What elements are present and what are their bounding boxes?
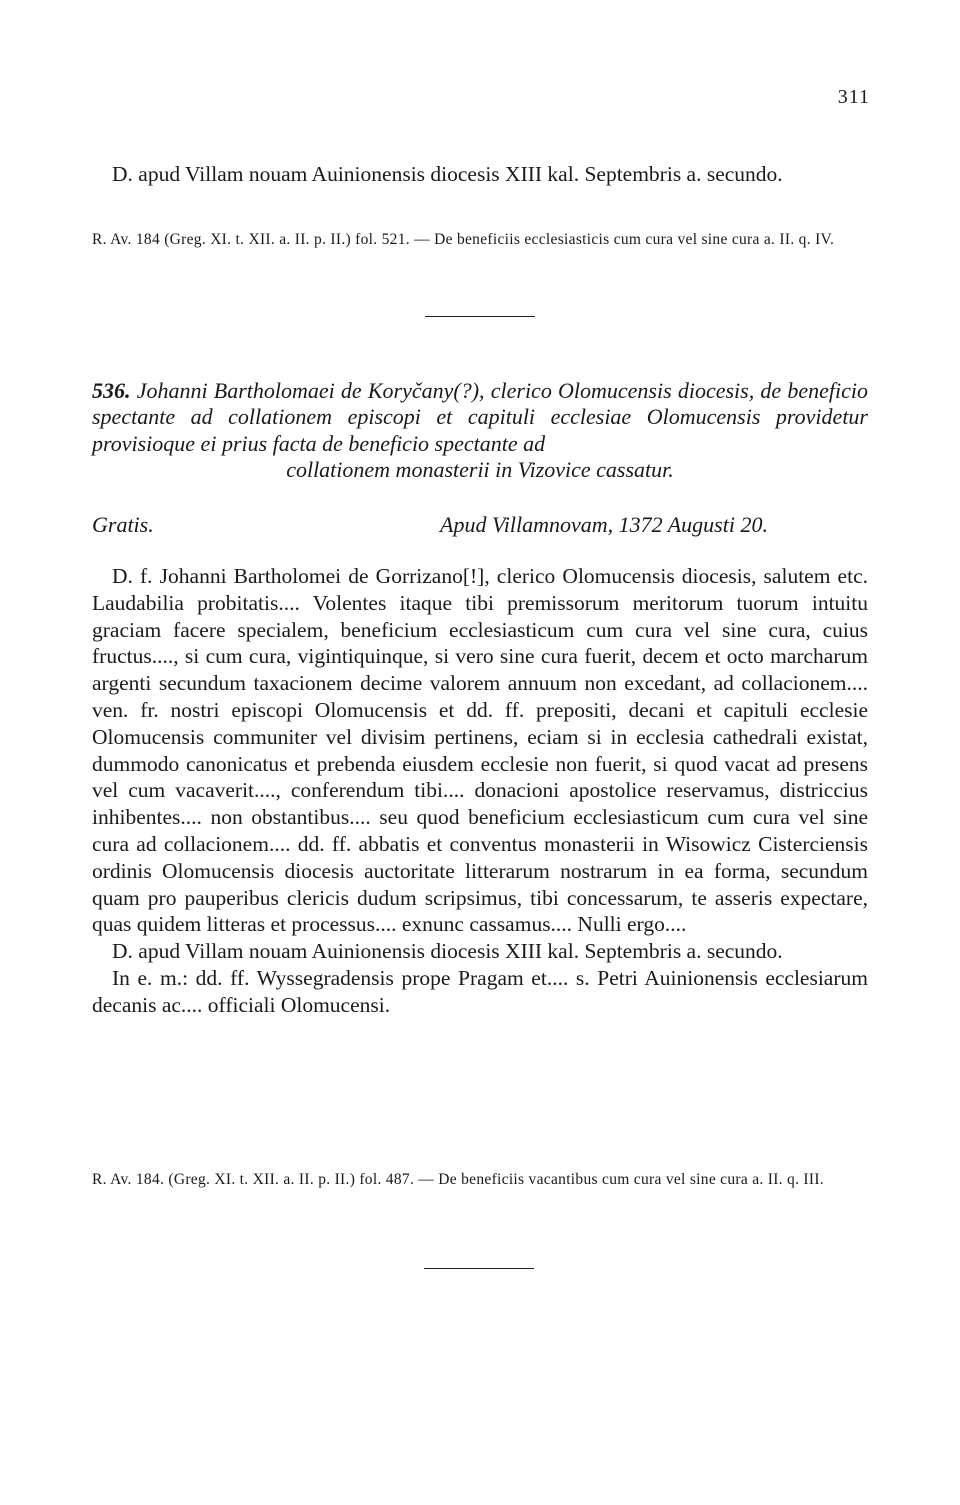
entry-body-text: D. f. Johanni Bartholomei de Gorrizano[!], clerico Olomucensis diocesis, salutem etc. Laudabilia probitatis.... Volentes itaque tibi premissorum meritorum tuorum intuitu graciam facere specialem, beneficium ecclesiasticum cum cura vel sine cura, cuius fructus...., si cum cura, vigintiquinque, si vero sine cura fuerit, decem et octo marcharum argenti secundum taxacionem decime valorem annuum non excedant, ad collacionem.... ven. fr. nostri episcopi Olomucensis et dd. ff. prepositi, decani et capituli ecclesie Olomucensis communiter vel divisim pertinens, eciam si in ecclesia cathedrali existat, dummodo canonicatus et prebenda eiusdem ecclesie non fuerit, si quod vacat ad presens vel cum vacaverit...., conferendum tibi.... donacioni apostolice reservamus, districcius inhibentes.... non obstantibus.... seu quod beneficium ecclesiasticum cum cura vel sine cura ad collacionem.... dd. ff. abbatis et conventus monasterii in Wisowicz Cisterciensis ordinis Olomucensis diocesis auctoritate litterarum nostrarum in ea forma, secundum quam pro pauperibus clericis dudum scripsimus, tibi concessarum, te asseris expectare, quas quidem litteras et processus.... exnunc cassamus.... Nulli ergo.... (92, 564, 868, 937)
gratis-line (92, 512, 868, 538)
place-date: Apud Villamnovam, 1372 Augusti 20. (440, 512, 768, 537)
prev-dateline-text: D. apud Villam nouam Auinionensis diocesis XIII kal. Septembris a. secundo. (112, 162, 783, 186)
entry-executors: In e. m.: dd. ff. Wyssegradensis prope Pragam et.... s. Petri Auinionensis ecclesiarum decanis ac.... officiali Olomucensi. (92, 965, 868, 1017)
entry-summary (92, 378, 868, 484)
entry-dateline: D. apud Villam nouam Auinionensis diocesis XIII kal. Septembris a. secundo. (112, 939, 783, 964)
entry-number: 536. (92, 378, 131, 403)
prev-entry-reference: R. Av. 184 (Greg. XI. t. XII. a. II. p. II.) fol. 521. — De beneficiis ecclesiasticis cum cura vel sine cura a. II. q. IV. (92, 231, 835, 248)
entry-summary-text: Johanni Bartholomaei de Koryčany(?), clerico Olomucensis diocesis, de beneficio spectante ad collationem episcopi et capituli ecclesiae Olomucensis providetur provisioque ei prius facta de beneficio spectante ad (92, 378, 868, 456)
section-divider (425, 316, 535, 317)
entry-body (92, 563, 868, 1019)
section-divider-bottom (424, 1268, 534, 1269)
entry-reference: R. Av. 184. (Greg. XI. t. XII. a. II. p. II.) fol. 487. — De beneficiis vacantibus cum cura vel sine cura a. II. q. III. (92, 1171, 824, 1188)
entry-summary-last-line: collationem monasterii in Vizovice cassatur. (286, 457, 674, 483)
gratis-label: Gratis. (92, 512, 154, 537)
page-number: 311 (837, 86, 870, 108)
prev-entry-dateline (92, 161, 868, 188)
